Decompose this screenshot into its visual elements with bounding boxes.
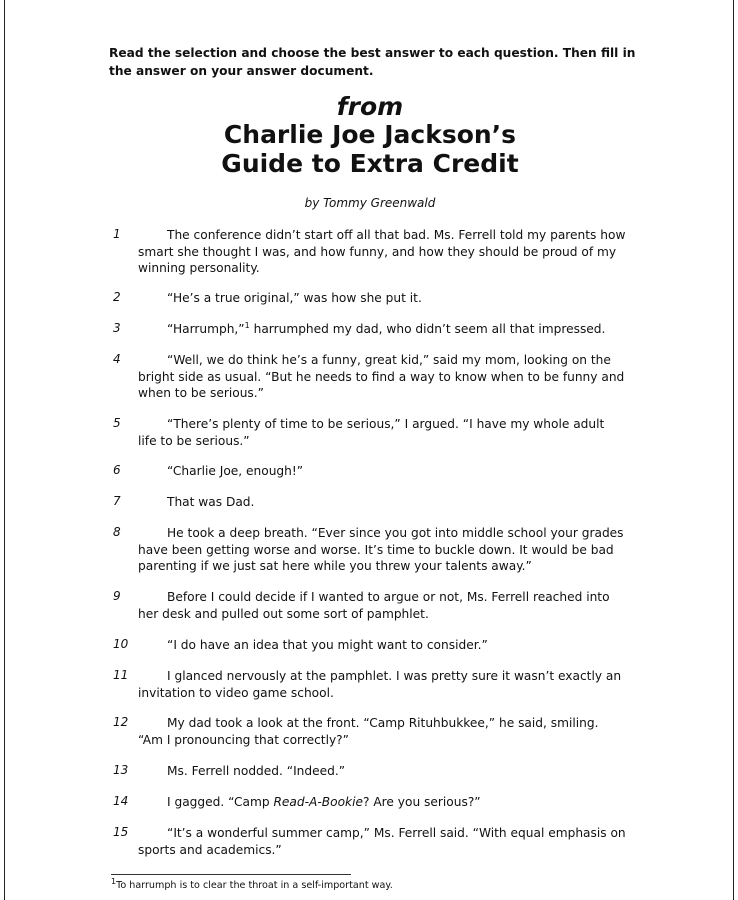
- paragraph-text: “I do have an idea that you might want to consider.”: [167, 638, 488, 652]
- paragraph-number: 4: [113, 352, 121, 366]
- footnote-mark: 1: [111, 876, 117, 886]
- paragraph-text: Before I could decide if I wanted to argue or not, Ms. Ferrell reached into her desk and pulled out some sort of pamphlet.: [138, 590, 610, 621]
- paragraph-number: 14: [113, 794, 129, 808]
- paragraph-text-start: I gagged. “Camp: [167, 795, 274, 809]
- paragraph-text: “It’s a wonderful summer camp,” Ms. Ferrell said. “With equal emphasis on sports and academics.”: [138, 826, 626, 857]
- paragraph-number: 11: [113, 668, 129, 682]
- from-label: from: [336, 92, 404, 121]
- paragraph-text-end: ? Are you serious?”: [363, 795, 481, 809]
- byline: by Tommy Greenwald: [304, 196, 436, 210]
- paragraph-number: 1: [113, 227, 121, 241]
- paragraph-number: 5: [113, 416, 121, 430]
- selection-title: [5, 120, 735, 178]
- paragraph-text: Ms. Ferrell nodded. “Indeed.”: [167, 764, 346, 778]
- paragraph-number: 13: [113, 763, 129, 777]
- paragraph-text: [138, 321, 626, 338]
- title-line-1: Charlie Joe Jackson’s: [223, 120, 517, 149]
- paragraph-text: I glanced nervously at the pamphlet. I was pretty sure it wasn’t exactly an invitation to video game school.: [138, 669, 622, 700]
- paragraph-text: My dad took a look at the front. “Camp Rituhbukkee,” he said, smiling. “Am I pronouncing that correctly?”: [138, 716, 599, 747]
- instructions: Read the selection and choose the best answer to each question. Then fill in the answer on your answer document.: [109, 46, 636, 78]
- paragraph-number: 7: [113, 494, 121, 508]
- paragraph-number: 10: [113, 637, 129, 651]
- paragraph-number: 15: [113, 825, 129, 839]
- paragraph-text: He took a deep breath. “Ever since you got into middle school your grades have been getting worse and worse. It’s time to buckle down. It would be bad parenting if we just sat here while you threw your talents away.”: [138, 526, 624, 573]
- paragraph-text: [138, 794, 626, 811]
- paragraph-text-end: harrumphed my dad, who didn’t seem all that impressed.: [249, 322, 606, 336]
- footnote-reference: 1: [244, 320, 250, 330]
- footnote-text: To harrumph is to clear the throat in a self-important way.: [116, 880, 393, 891]
- paragraph-text: “He’s a true original,” was how she put it.: [167, 291, 422, 305]
- paragraph-text: “Well, we do think he’s a funny, great kid,” said my mom, looking on the bright side as usual. “But he needs to find a way to know when to be funny and when to be serious.”: [138, 353, 625, 400]
- footnote-divider: [111, 874, 351, 875]
- paragraph-text: That was Dad.: [167, 495, 255, 509]
- paragraph-text: “There’s plenty of time to be serious,” I argued. “I have my whole adult life to be serious.”: [138, 417, 605, 448]
- paragraph-text: The conference didn’t start off all that bad. Ms. Ferrell told my parents how smart she thought I was, and how funny, and how they should be proud of my winning personality.: [138, 228, 626, 275]
- footnote: [111, 876, 393, 891]
- paragraph-number: 12: [113, 715, 129, 729]
- paragraph-text: “Charlie Joe, enough!”: [167, 464, 304, 478]
- title-line-2: Guide to Extra Credit: [221, 149, 519, 178]
- camp-name-italic: Read-A-Bookie: [273, 795, 363, 809]
- document-page: [4, 0, 734, 900]
- paragraph-number: 8: [113, 525, 121, 539]
- paragraph-number: 3: [113, 321, 121, 335]
- paragraph-number: 6: [113, 463, 121, 477]
- paragraph-text-start: “Harrumph,”: [167, 322, 245, 336]
- paragraph-number: 2: [113, 290, 121, 304]
- paragraph-number: 9: [113, 589, 121, 603]
